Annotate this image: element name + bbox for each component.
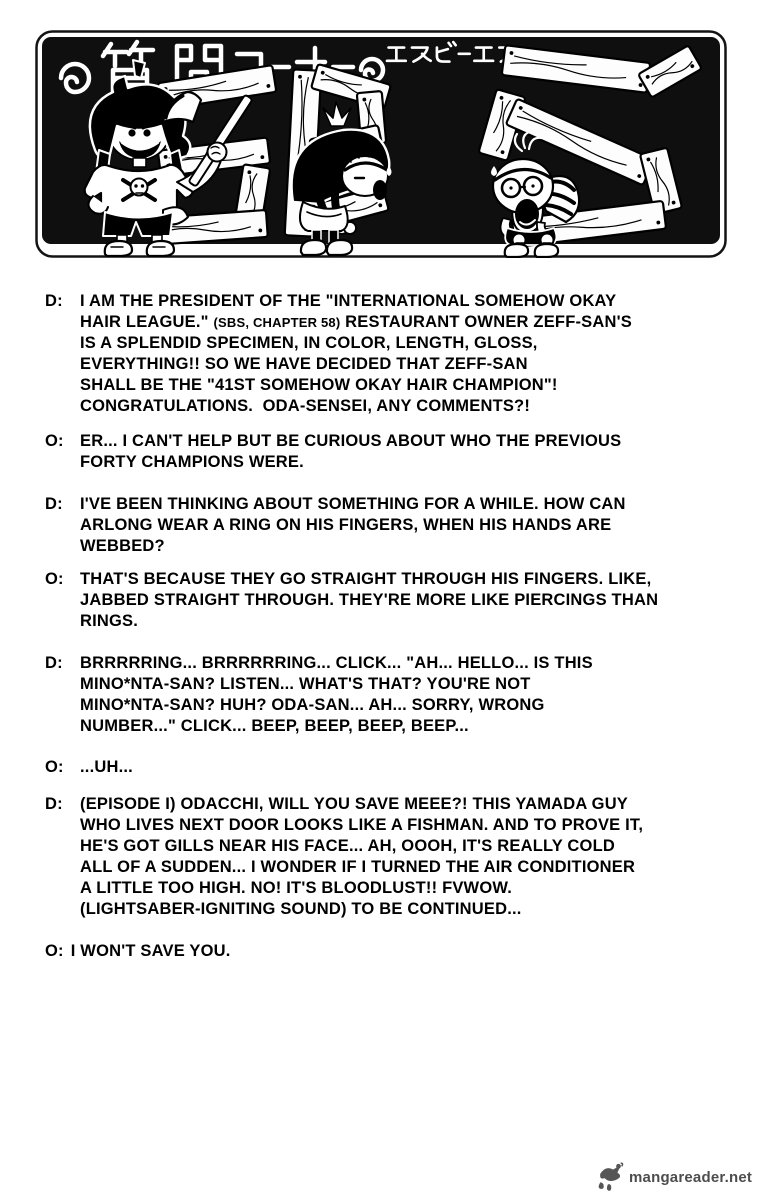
watermark xyxy=(595,1162,752,1192)
qa-speaker: D: xyxy=(45,795,63,813)
qa-text xyxy=(71,942,231,960)
qa-speaker: D: xyxy=(45,292,63,310)
qa-speaker: O: xyxy=(45,570,64,588)
qa-line: ER... I CAN'T HELP BUT BE CURIOUS ABOUT WHO THE PREVIOUS xyxy=(80,432,622,450)
qa-item xyxy=(45,569,735,632)
qa-text xyxy=(80,757,133,778)
qa-item xyxy=(45,653,735,737)
qa-speaker: D: xyxy=(45,495,63,513)
qa-item xyxy=(45,757,735,778)
qa-text xyxy=(80,653,593,737)
qa-line: RINGS. xyxy=(80,612,139,630)
qa-line: THAT'S BECAUSE THEY GO STRAIGHT THROUGH HIS FINGERS. LIKE, xyxy=(80,570,652,588)
qa-line: (LIGHTSABER-IGNITING SOUND) TO BE CONTINUED... xyxy=(80,900,522,918)
qa-line: I WON'T SAVE YOU. xyxy=(70,942,231,960)
qa-line: I'VE BEEN THINKING ABOUT SOMETHING FOR A WHILE. HOW CAN xyxy=(80,495,626,513)
qa-line: MINO*NTA-SAN? HUH? ODA-SAN... AH... SORRY, WRONG xyxy=(80,696,545,714)
qa-item xyxy=(45,291,735,417)
mangareader-logo-icon xyxy=(595,1162,627,1192)
watermark-text: mangareader.net xyxy=(629,1168,753,1186)
qa-line: BRRRRRING... BRRRRRRING... CLICK... "AH... HELLO... IS THIS xyxy=(80,654,593,672)
qa-line: NUMBER..." CLICK... BEEP, BEEP, BEEP, BEEP... xyxy=(80,717,469,735)
qa-item xyxy=(45,494,735,557)
qa-speaker: O: xyxy=(45,942,64,960)
qa-line: WEBBED? xyxy=(80,537,165,555)
qa-line: (EPISODE I) ODACCHI, WILL YOU SAVE MEEE?! THIS YAMADA GUY xyxy=(80,795,629,813)
qa-line: HE'S GOT GILLS NEAR HIS FACE... AH, OOOH, IT'S REALLY COLD xyxy=(80,837,615,855)
qa-line: EVERYTHING!! SO WE HAVE DECIDED THAT ZEFF-SAN xyxy=(80,355,528,373)
qa-line: IS A SPLENDID SPECIMEN, IN COLOR, LENGTH, GLOSS, xyxy=(80,334,538,352)
qa-item xyxy=(45,941,735,962)
qa-line: ...UH... xyxy=(80,758,133,776)
qa-list xyxy=(45,291,735,962)
qa-line: FORTY CHAMPIONS WERE. xyxy=(80,453,304,471)
qa-line: ALL OF A SUDDEN... I WONDER IF I TURNED THE AIR CONDITIONER xyxy=(80,858,636,876)
qa-line: WHO LIVES NEXT DOOR LOOKS LIKE A FISHMAN. AND TO PROVE IT, xyxy=(80,816,644,834)
qa-line: A LITTLE TOO HIGH. NO! IT'S BLOODLUST!! FVWOW. xyxy=(80,879,513,897)
qa-speaker: O: xyxy=(45,432,64,450)
qa-item xyxy=(45,431,735,473)
qa-line: ARLONG WEAR A RING ON HIS FINGERS, WHEN HIS HANDS ARE xyxy=(80,516,612,534)
qa-text xyxy=(80,794,643,920)
qa-text xyxy=(80,494,626,557)
qa-line: I AM THE PRESIDENT OF THE "INTERNATIONAL SOMEHOW OKAY xyxy=(80,292,617,310)
qa-item xyxy=(45,794,735,920)
sbs-banner-illustration xyxy=(35,30,727,258)
qa-text xyxy=(80,291,632,417)
qa-line: JABBED STRAIGHT THROUGH. THEY'RE MORE LIKE PIERCINGS THAN xyxy=(80,591,659,609)
qa-speaker: O: xyxy=(45,758,64,776)
qa-line: MINO*NTA-SAN? LISTEN... WHAT'S THAT? YOU'RE NOT xyxy=(80,675,531,693)
qa-text xyxy=(80,569,658,632)
qa-line: CONGRATULATIONS. ODA-SENSEI, ANY COMMENTS?! xyxy=(80,397,531,415)
qa-text xyxy=(80,431,621,473)
qa-line: SHALL BE THE "41ST SOMEHOW OKAY HAIR CHAMPION"! xyxy=(80,376,558,394)
qa-line: HAIR LEAGUE." (SBS, CHAPTER 58) RESTAURANT OWNER ZEFF-SAN'S xyxy=(80,313,632,331)
qa-speaker: D: xyxy=(45,654,63,672)
